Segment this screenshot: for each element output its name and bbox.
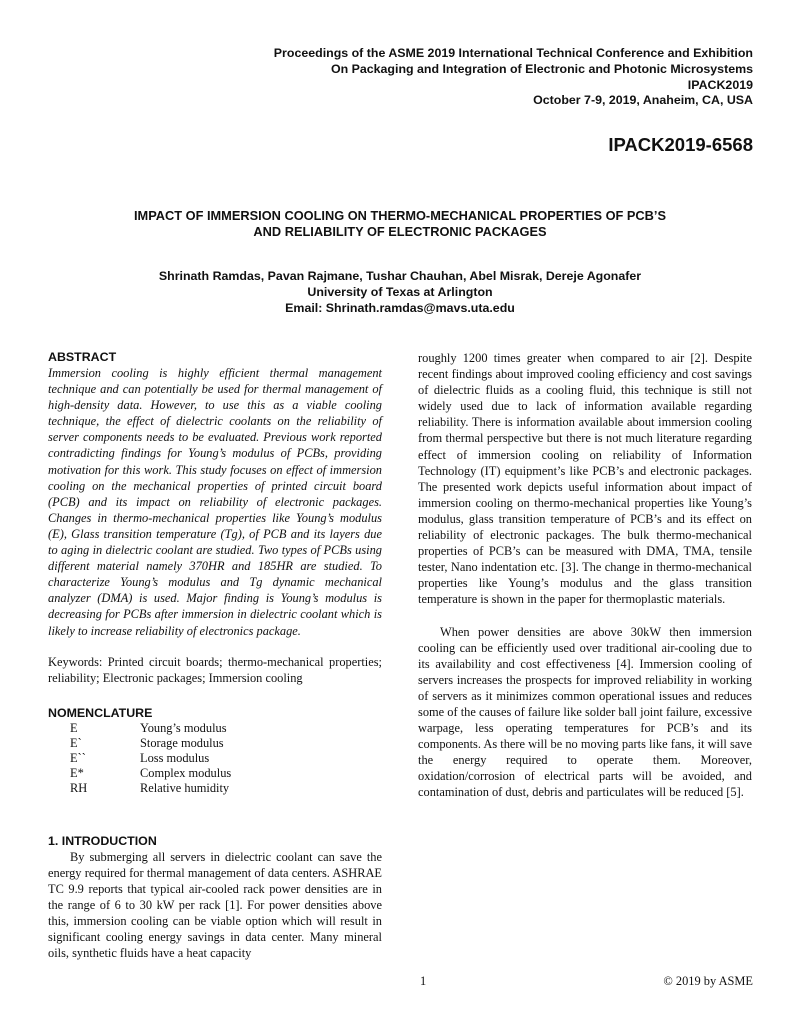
header-line: On Packaging and Integration of Electronic and Photonic Microsystems xyxy=(330,61,753,76)
nomenclature-meaning: Loss modulus xyxy=(140,750,210,765)
nomenclature-row xyxy=(70,721,231,736)
paper-title xyxy=(0,208,800,240)
paper-id: IPACK2019-6568 xyxy=(608,134,753,155)
title-line: AND RELIABILITY OF ELECTRONIC PACKAGES xyxy=(253,224,547,239)
nomenclature-meaning: Storage modulus xyxy=(140,735,224,750)
copyright-notice: © 2019 by ASME xyxy=(663,974,753,988)
nomenclature-meaning: Relative humidity xyxy=(140,780,230,795)
nomenclature-meaning: Young’s modulus xyxy=(140,720,227,735)
keywords: Keywords: Printed circuit boards; thermo-mechanical properties; reliability; Electronic packages; Immersion cooling xyxy=(48,654,382,685)
nomenclature-symbol: E xyxy=(70,720,78,735)
introduction-heading: 1. INTRODUCTION xyxy=(48,833,157,848)
body-paragraph: When power densities are above 30kW then immersion cooling can be efficiently used over traditional air-cooling due to its availability and cost effectiveness [4]. Immersion cooling of servers increases the prospects for improved reliability in working of servers as it minimizes common operational issues and reduces some of the causes of failure like solder ball joint failure, excessive warpage, less operating temperatures for PCB’s and its components. As there will be no moving parts like fans, it will save the energy required to operate them. Moreover, oxidation/corrosion of electrical parts will be avoided, and contamination of dust, debris and particulates will be reduced [5]. xyxy=(418,624,752,800)
introduction-text: By submerging all servers in dielectric coolant can save the energy required for thermal management of data centers. ASHRAE TC 9.9 reports that typical air-cooled rack power densities are in the range of 6 to 30 kW per rack [1]. For power densities above this, immersion cooling can be viable option which will result in significant cooling energy savings in data center. Many mineral oils, synthetic fluids have a heat capacity xyxy=(48,849,382,961)
author-affiliation: University of Texas at Arlington xyxy=(307,285,493,299)
page-number: 1 xyxy=(420,974,427,988)
left-column xyxy=(48,350,382,961)
header-line: Proceedings of the ASME 2019 International Technical Conference and Exhibition xyxy=(273,46,753,60)
abstract-heading: ABSTRACT xyxy=(48,350,117,364)
nomenclature-symbol: RH xyxy=(70,780,88,795)
title-line: IMPACT OF IMMERSION COOLING ON THERMO-MECHANICAL PROPERTIES OF PCB’S xyxy=(133,208,667,223)
author-names: Shrinath Ramdas, Pavan Rajmane, Tushar Chauhan, Abel Misrak, Dereje Agonafer xyxy=(158,269,642,283)
nomenclature-row xyxy=(70,736,231,751)
abstract-text: Immersion cooling is highly efficient thermal management technique and can potentially be used for thermal management of high-density data. However, to use this as a viable cooling technique, the effect of dielectric coolants on the reliability of server components needs to be evaluated. Previous work reported contradicting findings for Young’s modulus of PCBs, providing motivation for this work. This study focuses on effect of immersion cooling on the mechanical properties of printed circuit board (PCB) and its impact on reliability of electronic packages. Changes in thermo-mechanical properties like Young’s modulus (E), Glass transition temperature (Tg), of PCB and its layers due to aging in dielectric coolant are studied. Two types of PCBs using different material namely 370HR and 185HR are studied. To characterize Young’s modulus and Tg dynamic mechanical analyzer (DMA) is used. Major finding is Young’s modulus is decreasing for PCBs after immersion in dielectric coolant which is likely to increase reliability of electronics package. xyxy=(48,366,382,638)
proceedings-header xyxy=(274,46,753,109)
author-email: Email: Shrinath.ramdas@mavs.uta.edu xyxy=(285,301,515,315)
right-column xyxy=(418,350,752,801)
body-paragraph: roughly 1200 times greater when compared to air [2]. Despite recent findings about improved cooling efficiency and cost savings of dielectric fluids as a cooling fluid, this technique is still not widely used due to lack of information available regarding reliability. There is information available about immersion cooling from thermal perspective but there is not much literature regarding effect of immersion cooling on reliability of Information Technology (IT) equipment’s like PCB’s and electronic packages. The presented work depicts useful information about impact of immersion cooling on thermo-mechanical properties like Young’s modulus, glass transition temperature of PCB’s and its effect on reliability of electronic packages. The bulk thermo-mechanical properties of PCB’s can be measured with DMA, TMA, tensile tester, Nano indentation etc. [3]. The change in thermo-mechanical properties like Young’s modulus and the glass transition temperature is shown in the paper for thermoplastic materials. xyxy=(418,351,752,607)
header-line: IPACK2019 xyxy=(687,77,753,92)
header-line: October 7-9, 2019, Anaheim, CA, USA xyxy=(533,93,753,108)
nomenclature-row xyxy=(70,766,231,781)
nomenclature-table xyxy=(70,721,231,796)
nomenclature-symbol: E` xyxy=(70,735,82,750)
nomenclature-symbol: E`` xyxy=(70,750,86,765)
nomenclature-symbol: E* xyxy=(70,765,84,780)
nomenclature-heading: NOMENCLATURE xyxy=(48,705,153,720)
nomenclature-row xyxy=(70,751,231,766)
author-block xyxy=(0,268,800,316)
nomenclature-row xyxy=(70,781,231,796)
nomenclature-meaning: Complex modulus xyxy=(140,765,232,780)
